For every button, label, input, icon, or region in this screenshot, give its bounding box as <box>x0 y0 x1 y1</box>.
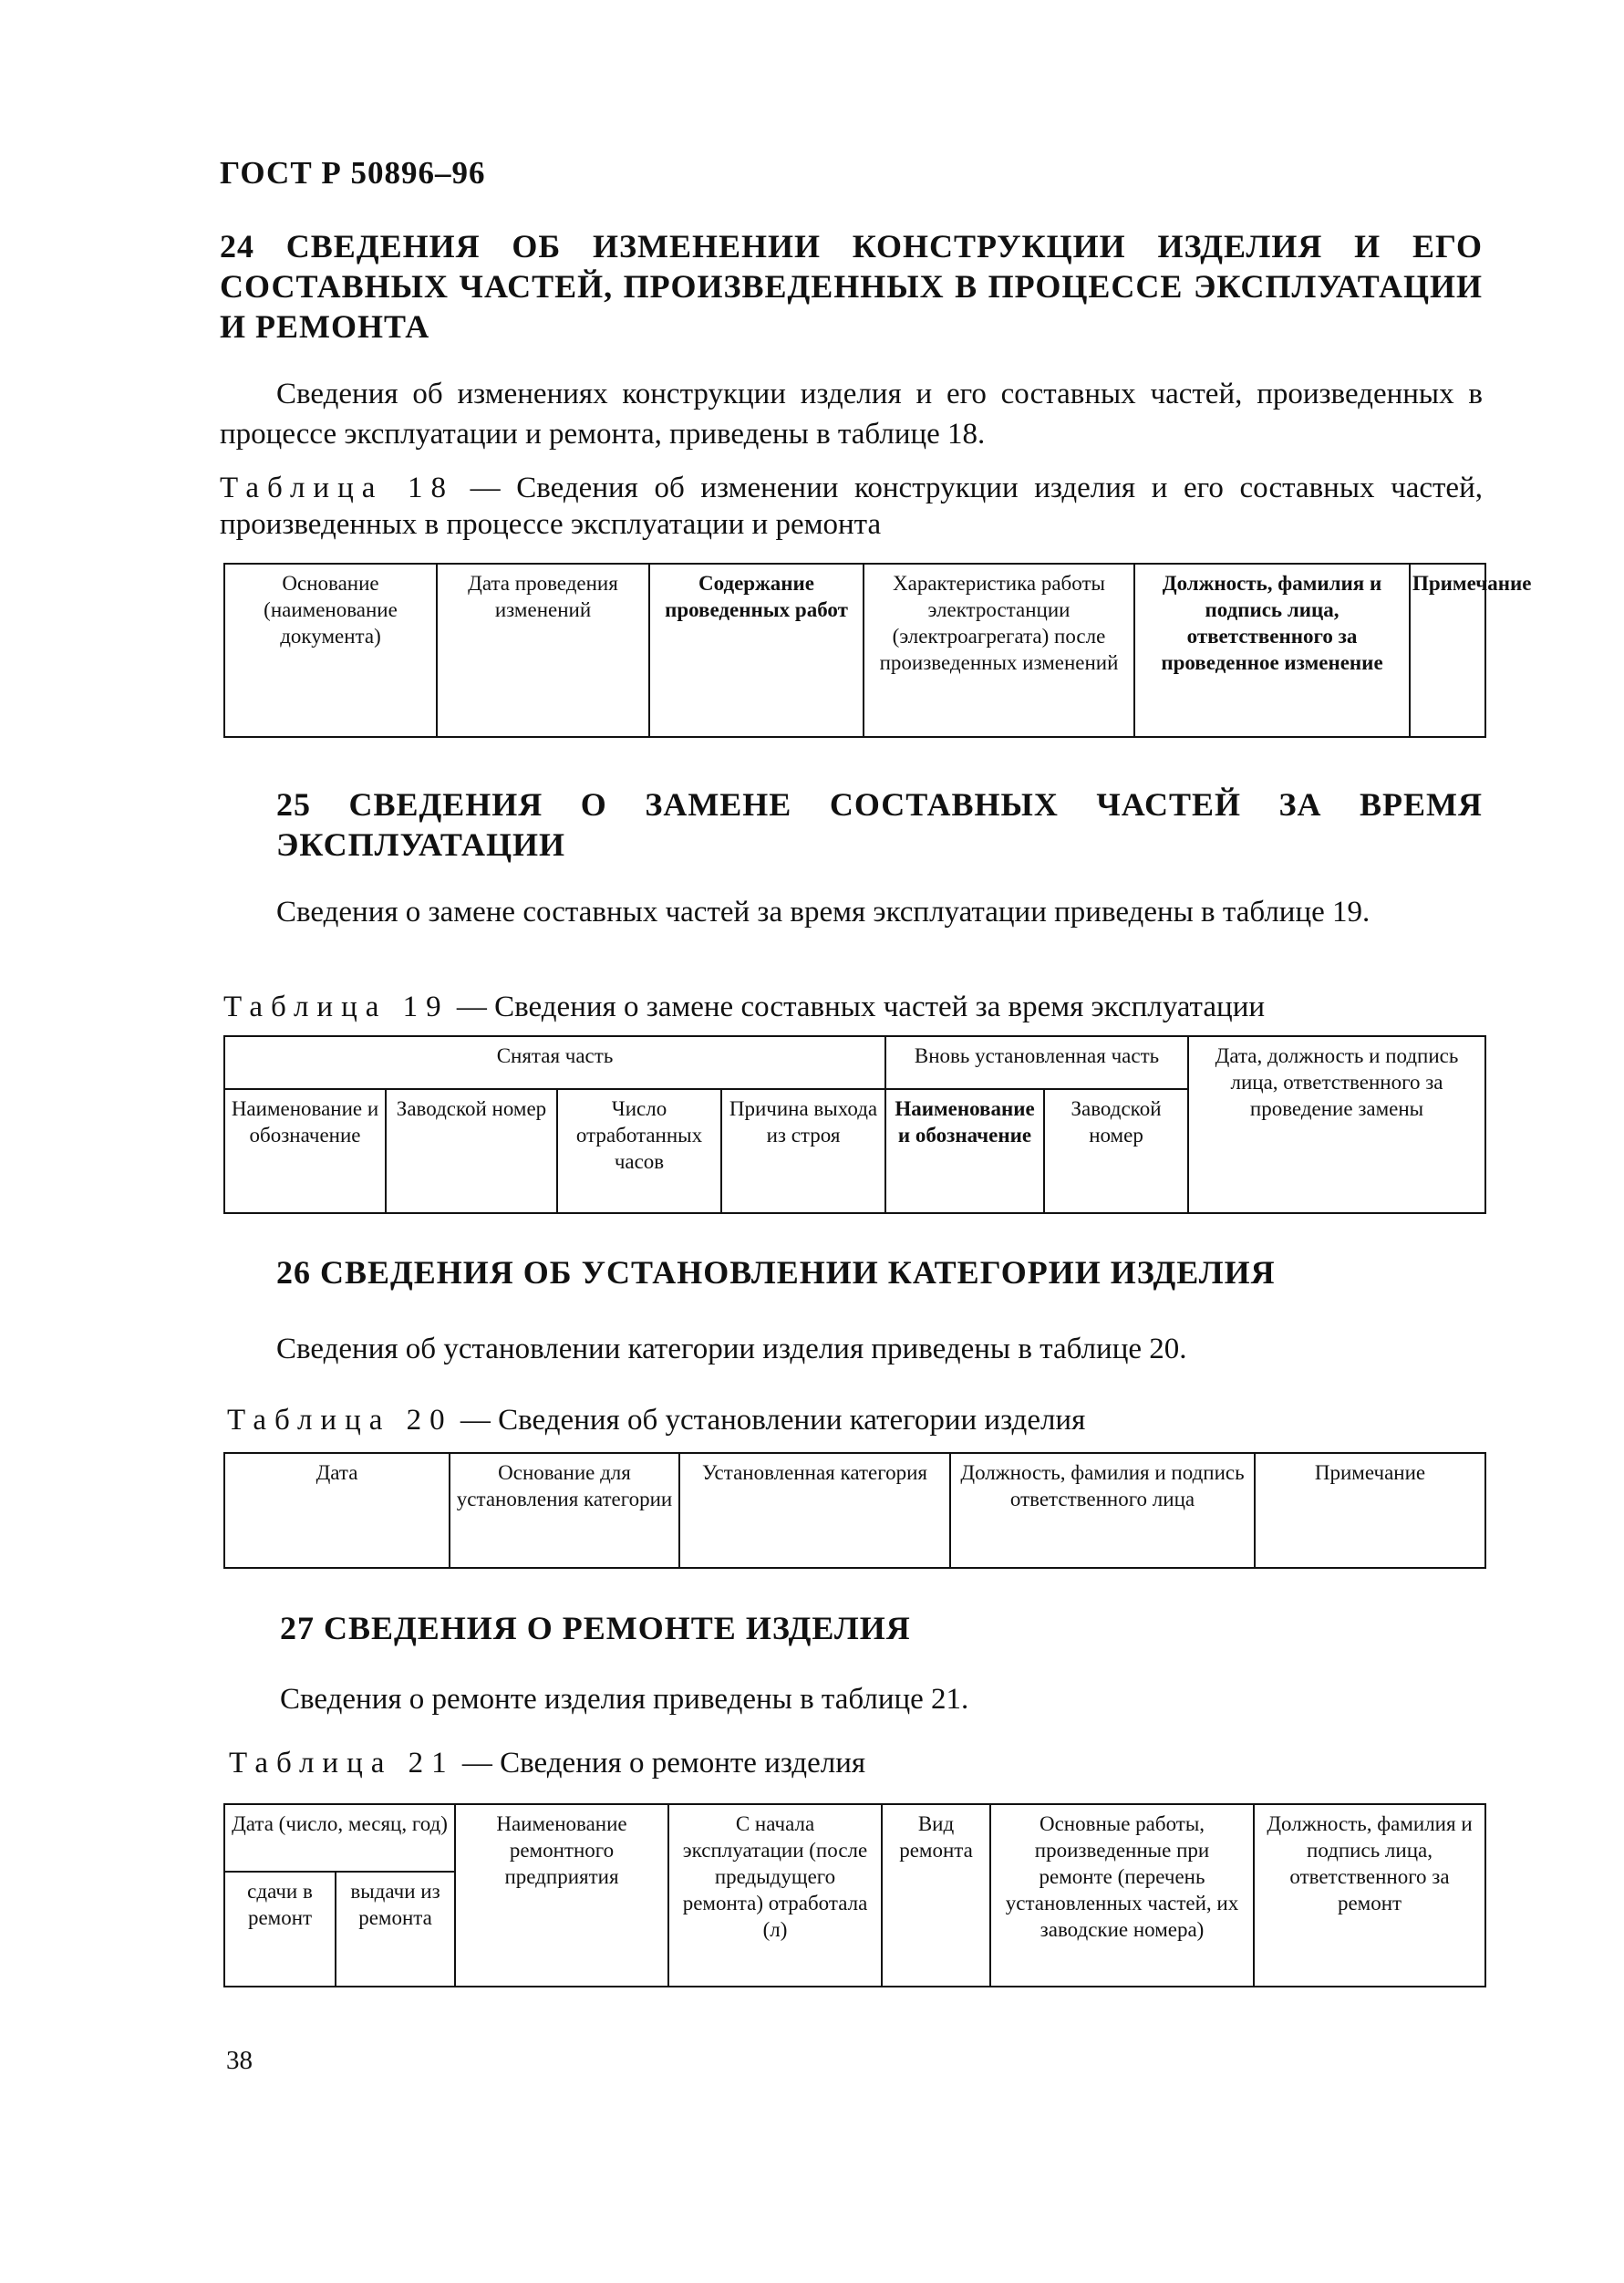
table-21 <box>223 1803 1486 1987</box>
table-20-header-row <box>224 1453 1485 1568</box>
table-19-header-cell: Причина выхода из строя <box>721 1089 885 1213</box>
table-20-header-cell: Установленная категория <box>679 1453 950 1568</box>
table-18-header-row <box>224 564 1485 737</box>
section-26-heading: 26 СВЕДЕНИЯ ОБ УСТАНОВЛЕНИИ КАТЕГОРИИ ИЗДЕЛИЯ <box>276 1254 1276 1291</box>
table-19-header-cell: Число отработанных часов <box>557 1089 721 1213</box>
table-18-caption <box>220 470 1483 543</box>
section-26-text: Сведения об установлении категории изделия приведены в таблице 20. <box>276 1333 1187 1365</box>
table-21-header-cell: Должность, фамилия и подпись лица, ответственного за ремонт <box>1254 1804 1485 1987</box>
removed-part-group: Снятая часть <box>224 1036 885 1089</box>
table-18-header-cell: Основание (наименование документа) <box>224 564 437 737</box>
table-21-title: — Сведения о ремонте изделия <box>454 1747 866 1780</box>
table-19-header-cell: Наименование и обозначение <box>885 1089 1044 1213</box>
section-24-text: Сведения об изменениях конструкции изделия и его составных частей, произведенных в процессе эксплуатации и ремонта, приведены в таблице 18. <box>220 378 1483 451</box>
document-code: ГОСТ Р 50896–96 <box>220 155 486 191</box>
table-19-header-cell: Заводской номер <box>1044 1089 1188 1213</box>
table-18-header-cell: Дата проведения изменений <box>437 564 649 737</box>
table-20-header-cell: Дата <box>224 1453 450 1568</box>
section-25-heading: 25 СВЕДЕНИЯ О ЗАМЕНЕ СОСТАВНЫХ ЧАСТЕЙ ЗА ВРЕМЯ ЭКСПЛУАТАЦИИ <box>276 786 1483 863</box>
page-number: 38 <box>226 2046 253 2075</box>
table-18-title: — Сведения об изменении конструкции изделия и его составных частей, произведенных в процессе эксплуатации и ремонта <box>220 472 1483 541</box>
section-27-text: Сведения о ремонте изделия приведены в таблице 21. <box>280 1683 969 1716</box>
table-21-header-cell: Наименование ремонтного предприятия <box>455 1804 668 1987</box>
table-19-header-cell: Наименование и обозначение <box>224 1089 386 1213</box>
replacement-date-group: Дата, должность и подпись лица, ответственного за проведение замены <box>1188 1036 1485 1213</box>
table-18-header-cell: Должность, фамилия и подпись лица, ответственного за проведенное изменение <box>1134 564 1410 737</box>
table-21-header-cell: Вид ремонта <box>882 1804 990 1987</box>
table-18-label: Таблица 18 <box>220 472 455 504</box>
table-19-group-row <box>224 1036 1485 1089</box>
installed-part-group: Вновь установленная часть <box>885 1036 1188 1089</box>
table-21-label: Таблица 21 <box>229 1747 455 1780</box>
table-18-header-cell: Примечание <box>1410 564 1485 737</box>
table-20 <box>223 1452 1486 1569</box>
table-18 <box>223 563 1532 738</box>
table-21-caption <box>229 1745 1492 1781</box>
repair-date-group: Дата (число, месяц, год) <box>224 1804 455 1872</box>
section-27-heading: 27 СВЕДЕНИЯ О РЕМОНТЕ ИЗДЕЛИЯ <box>280 1610 911 1646</box>
table-20-header-cell: Должность, фамилия и подпись ответственного лица <box>950 1453 1255 1568</box>
table-20-header-cell: Примечание <box>1255 1453 1485 1568</box>
table-18-header-cell: Характеристика работы электростанции (электроагрегата) после произведенных изменений <box>864 564 1134 737</box>
table-20-header-cell: Основание для установления категории <box>450 1453 679 1568</box>
table-19-caption <box>223 989 1486 1025</box>
table-21-header-cell: Основные работы, произведенные при ремонте (перечень установленных частей, их заводские номера) <box>990 1804 1254 1987</box>
return-date-header: выдачи из ремонта <box>336 1872 455 1987</box>
table-21-group-row <box>224 1804 1485 1872</box>
table-20-caption <box>227 1402 1490 1438</box>
section-25-text: Сведения о замене составных частей за время эксплуатации приведены в таблице 19. <box>276 896 1371 929</box>
table-21-header-cell: С начала эксплуатации (после предыдущего ремонта) отработала (л) <box>668 1804 882 1987</box>
table-19 <box>223 1035 1486 1214</box>
table-20-title: — Сведения об установлении категории изделия <box>452 1404 1086 1437</box>
section-24-heading: 24 СВЕДЕНИЯ ОБ ИЗМЕНЕНИИ КОНСТРУКЦИИ ИЗДЕЛИЯ И ЕГО СОСТАВНЫХ ЧАСТЕЙ, ПРОИЗВЕДЕННЫХ В ПРОЦЕССЕ ЭКСПЛУАТАЦИИ И РЕМОНТА <box>220 228 1483 345</box>
table-18-header-cell: Содержание проведенных работ <box>649 564 864 737</box>
table-19-label: Таблица 19 <box>223 991 450 1023</box>
table-19-header-cell: Заводской номер <box>386 1089 557 1213</box>
handover-date-header: сдачи в ремонт <box>224 1872 336 1987</box>
table-19-title: — Сведения о замене составных частей за время эксплуатации <box>449 991 1266 1023</box>
table-20-label: Таблица 20 <box>227 1404 453 1437</box>
